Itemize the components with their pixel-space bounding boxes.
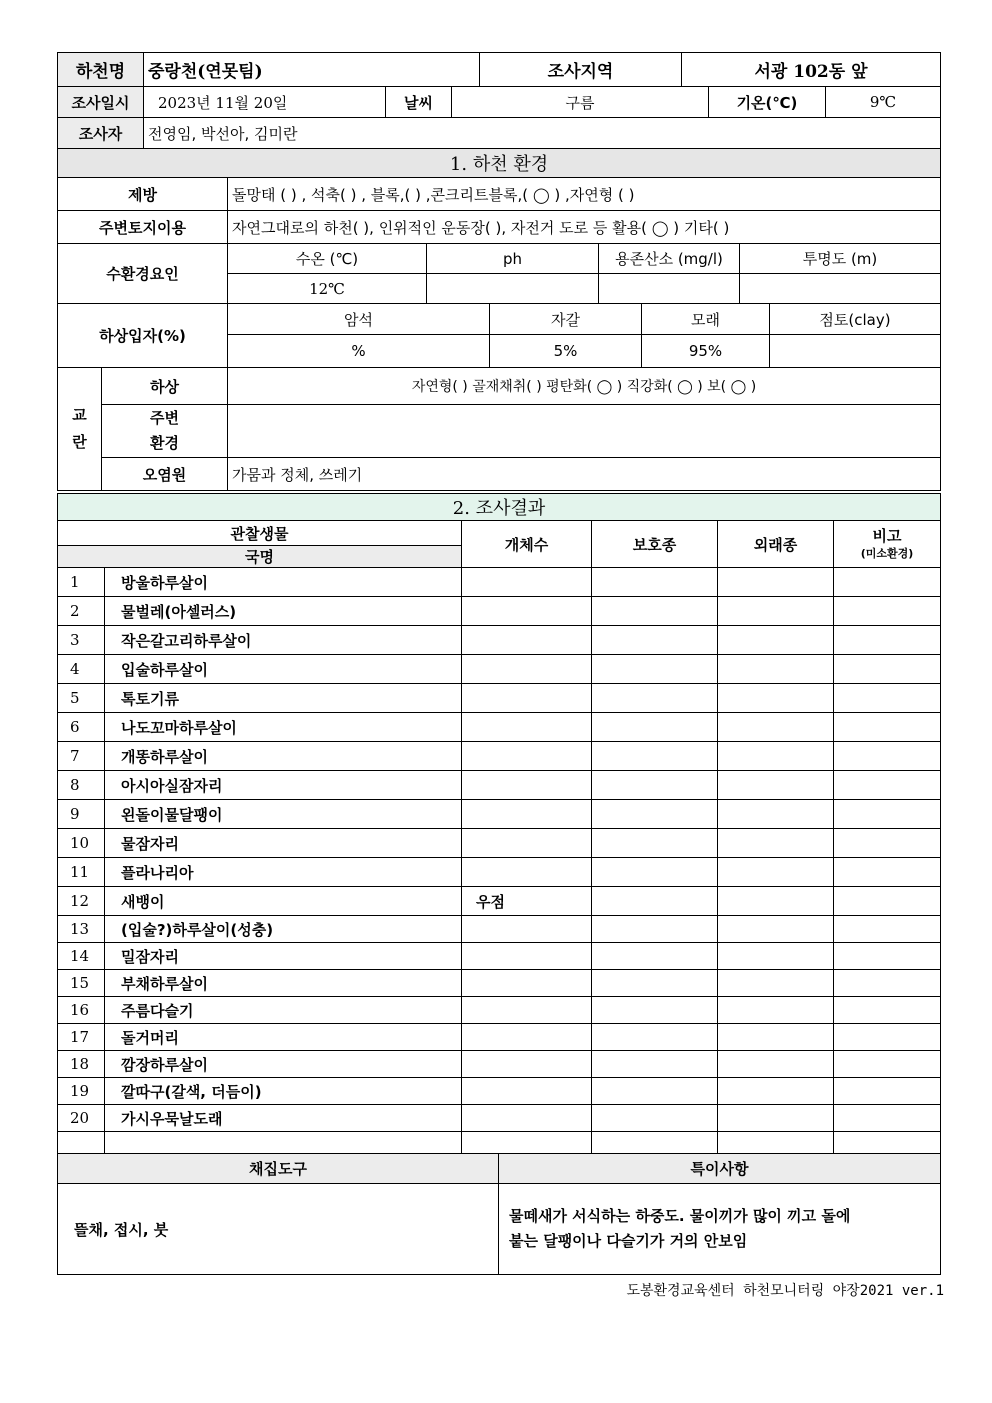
temp-value: 9℃ — [826, 87, 941, 118]
species-count — [462, 713, 592, 742]
species-count: 우점 — [462, 887, 592, 916]
bed-col-rock: 암석 — [228, 304, 490, 335]
species-name: 개똥하루살이 — [105, 742, 462, 771]
row-number: 8 — [58, 771, 105, 800]
row-number: 7 — [58, 742, 105, 771]
weather-value: 구름 — [452, 87, 709, 118]
water-val-clarity — [740, 274, 941, 304]
species-name: 왼돌이물달팽이 — [105, 800, 462, 829]
table-row — [58, 858, 941, 887]
bed-val-rock: % — [228, 335, 490, 368]
species-protected — [592, 1105, 718, 1132]
species-invasive — [718, 829, 834, 858]
species-count — [462, 858, 592, 887]
species-protected — [592, 771, 718, 800]
row-number: 2 — [58, 597, 105, 626]
species-name: 물벌레(아셀러스) — [105, 597, 462, 626]
row-number: 19 — [58, 1078, 105, 1105]
species-note — [834, 742, 941, 771]
section1-title: 1. 하천 환경 — [58, 149, 941, 178]
species-count — [462, 916, 592, 943]
species-protected — [592, 568, 718, 597]
water-col-ph: ph — [427, 244, 599, 274]
species-name: 새뱅이 — [105, 887, 462, 916]
species-count — [462, 655, 592, 684]
species-name: (입술?)하루살이(성충) — [105, 916, 462, 943]
col-korean: 국명 — [58, 546, 462, 568]
table-row — [58, 970, 941, 997]
water-label: 수환경요인 — [58, 244, 228, 304]
water-col-do: 용존산소 (mg/l) — [599, 244, 740, 274]
water-col-clarity: 투명도 (m) — [740, 244, 941, 274]
species-invasive — [718, 858, 834, 887]
table-row — [58, 771, 941, 800]
species-invasive — [718, 626, 834, 655]
col-protected: 보호종 — [592, 521, 718, 568]
river-label: 하천명 — [58, 53, 144, 87]
species-invasive — [718, 800, 834, 829]
date-label: 조사일시 — [58, 87, 144, 118]
surround-label-1: 주변 — [150, 408, 179, 427]
table-row — [58, 887, 941, 916]
species-invasive — [718, 655, 834, 684]
species-invasive — [718, 713, 834, 742]
bed-label: 하상입자(%) — [58, 304, 228, 368]
bed-col-gravel: 자갈 — [490, 304, 642, 335]
species-name: 가시우묵날도래 — [105, 1105, 462, 1132]
table-row — [58, 626, 941, 655]
river-value: 중랑천(연못팀) — [144, 53, 480, 87]
species-protected — [592, 597, 718, 626]
col-invasive: 외래종 — [718, 521, 834, 568]
landuse-value: 자연그대로의 하천( ), 인위적인 운동장( ), 자전거 도로 등 활용( ◯ ) 기타( ) — [228, 211, 941, 244]
tools-value: 뜰채, 접시, 붓 — [58, 1184, 499, 1275]
bed-disturb-value: 자연형( ) 골재채취( ) 평탄화( ◯ ) 직강화( ◯ ) 보( ◯ ) — [228, 368, 941, 405]
species-invasive — [718, 597, 834, 626]
species-invasive — [718, 742, 834, 771]
species-protected — [592, 970, 718, 997]
species-name: 부채하루살이 — [105, 970, 462, 997]
species-count — [462, 800, 592, 829]
water-col-temp: 수온 (℃) — [228, 244, 427, 274]
row-number: 11 — [58, 858, 105, 887]
bed-col-clay: 점토(clay) — [770, 304, 941, 335]
date-value: 2023년 11월 20일 — [144, 87, 386, 118]
species-count — [462, 684, 592, 713]
species-invasive — [718, 943, 834, 970]
species-protected — [592, 713, 718, 742]
species-note — [834, 626, 941, 655]
species-note — [834, 1078, 941, 1105]
species-name: 플라나리아 — [105, 858, 462, 887]
species-count — [462, 597, 592, 626]
table-row — [58, 597, 941, 626]
table-row — [58, 800, 941, 829]
species-name: 깜장하루살이 — [105, 1051, 462, 1078]
region-value: 서광 102동 앞 — [682, 53, 941, 87]
bed-val-sand: 95% — [642, 335, 770, 368]
species-note — [834, 858, 941, 887]
species-invasive — [718, 568, 834, 597]
embankment-value: 돌망태 ( ) , 석축( ) , 블록,( ) ,콘크리트블록,( ◯ ) ,자연형 ( ) — [228, 178, 941, 211]
row-number: 3 — [58, 626, 105, 655]
surround-value — [228, 405, 941, 458]
species-invasive — [718, 1051, 834, 1078]
species-name: 물잠자리 — [105, 829, 462, 858]
table-row — [58, 742, 941, 771]
surround-label — [102, 405, 228, 458]
species-name: 주름다슬기 — [105, 997, 462, 1024]
col-organism: 관찰생물 — [58, 521, 462, 546]
species-count — [462, 568, 592, 597]
species-protected — [592, 684, 718, 713]
notes-line-2: 붙는 달팽이나 다슬기가 거의 안보임 — [509, 1232, 748, 1250]
species-note — [834, 829, 941, 858]
temp-label: 기온(℃) — [709, 87, 826, 118]
species-invasive — [718, 916, 834, 943]
table-row — [58, 1105, 941, 1132]
table-row — [58, 1078, 941, 1105]
pollution-value: 가뭄과 정체, 쓰레기 — [228, 458, 941, 491]
species-invasive — [718, 1105, 834, 1132]
row-number: 9 — [58, 800, 105, 829]
species-protected — [592, 800, 718, 829]
bed-disturb-label: 하상 — [102, 368, 228, 405]
bed-val-clay — [770, 335, 941, 368]
pollution-label: 오염원 — [102, 458, 228, 491]
species-invasive — [718, 887, 834, 916]
species-count — [462, 771, 592, 800]
row-number: 14 — [58, 943, 105, 970]
section2-table — [57, 493, 941, 1158]
water-val-ph — [427, 274, 599, 304]
species-note — [834, 1051, 941, 1078]
species-note — [834, 713, 941, 742]
species-invasive — [718, 970, 834, 997]
col-note — [834, 521, 941, 568]
species-protected — [592, 1078, 718, 1105]
section1-table — [57, 148, 941, 491]
row-number: 5 — [58, 684, 105, 713]
species-name: 돌거머리 — [105, 1024, 462, 1051]
col-note-title: 비고 — [872, 527, 902, 546]
row-number: 10 — [58, 829, 105, 858]
species-count — [462, 997, 592, 1024]
species-protected — [592, 1051, 718, 1078]
species-count — [462, 626, 592, 655]
species-name: 입술하루살이 — [105, 655, 462, 684]
species-protected — [592, 997, 718, 1024]
species-protected — [592, 1024, 718, 1051]
species-count — [462, 829, 592, 858]
species-name: 아시아실잠자리 — [105, 771, 462, 800]
species-protected — [592, 916, 718, 943]
species-list — [58, 568, 941, 1158]
notes-label: 특이사항 — [499, 1154, 941, 1184]
species-note — [834, 943, 941, 970]
table-row — [58, 997, 941, 1024]
surveyor-label: 조사자 — [58, 118, 144, 149]
row-number: 16 — [58, 997, 105, 1024]
species-count — [462, 742, 592, 771]
table-row — [58, 684, 941, 713]
row-number: 17 — [58, 1024, 105, 1051]
species-count — [462, 970, 592, 997]
row-number: 1 — [58, 568, 105, 597]
tools-label: 채집도구 — [58, 1154, 499, 1184]
species-invasive — [718, 684, 834, 713]
disturb-label: 교란 — [58, 368, 102, 491]
species-invasive — [718, 771, 834, 800]
species-name: 방울하루살이 — [105, 568, 462, 597]
col-count: 개체수 — [462, 521, 592, 568]
table-row — [58, 1024, 941, 1051]
table-row — [58, 943, 941, 970]
species-note — [834, 655, 941, 684]
bed-col-sand: 모래 — [642, 304, 770, 335]
species-protected — [592, 655, 718, 684]
notes-value — [499, 1184, 941, 1275]
table-row — [58, 916, 941, 943]
table-row — [58, 568, 941, 597]
row-number: 15 — [58, 970, 105, 997]
species-invasive — [718, 1078, 834, 1105]
species-note — [834, 997, 941, 1024]
footer-text: 도봉환경교육센터 하천모니터링 야장2021 ver.1 — [626, 1283, 944, 1299]
tools-table — [57, 1153, 941, 1275]
species-count — [462, 1105, 592, 1132]
col-note-sub: (미소환경) — [860, 546, 914, 560]
species-name: 나도꼬마하루살이 — [105, 713, 462, 742]
species-name: 밀잠자리 — [105, 943, 462, 970]
section2-title: 2. 조사결과 — [58, 494, 941, 521]
species-note — [834, 1105, 941, 1132]
species-count — [462, 1024, 592, 1051]
row-number: 18 — [58, 1051, 105, 1078]
water-val-temp: 12℃ — [228, 274, 427, 304]
surround-label-2: 환경 — [150, 434, 179, 452]
species-invasive — [718, 997, 834, 1024]
species-count — [462, 943, 592, 970]
species-name: 깔따구(갈색, 더듬이) — [105, 1078, 462, 1105]
species-note — [834, 800, 941, 829]
species-note — [834, 887, 941, 916]
species-invasive — [718, 1024, 834, 1051]
species-protected — [592, 626, 718, 655]
row-number: 6 — [58, 713, 105, 742]
species-note — [834, 1024, 941, 1051]
surveyor-value: 전영임, 박선아, 김미란 — [144, 118, 941, 149]
species-note — [834, 568, 941, 597]
landuse-label: 주변토지이용 — [58, 211, 228, 244]
species-name: 작은갈고리하루살이 — [105, 626, 462, 655]
embankment-label: 제방 — [58, 178, 228, 211]
table-row — [58, 655, 941, 684]
weather-label: 날씨 — [386, 87, 452, 118]
row-number: 13 — [58, 916, 105, 943]
species-count — [462, 1051, 592, 1078]
species-note — [834, 597, 941, 626]
region-label: 조사지역 — [480, 53, 682, 87]
table-row — [58, 829, 941, 858]
row-number: 20 — [58, 1105, 105, 1132]
table-row — [58, 713, 941, 742]
species-protected — [592, 887, 718, 916]
header-table-2 — [57, 86, 941, 118]
water-val-do — [599, 274, 740, 304]
species-protected — [592, 829, 718, 858]
species-name: 톡토기류 — [105, 684, 462, 713]
species-note — [834, 916, 941, 943]
species-protected — [592, 858, 718, 887]
header-table-3 — [57, 117, 941, 149]
notes-line-1: 물떼새가 서식하는 하중도. 물이끼가 많이 끼고 돌에 — [509, 1206, 851, 1225]
row-number: 12 — [58, 887, 105, 916]
table-row — [58, 1051, 941, 1078]
species-protected — [592, 742, 718, 771]
species-note — [834, 684, 941, 713]
species-count — [462, 1078, 592, 1105]
header-table — [57, 52, 941, 87]
bed-val-gravel: 5% — [490, 335, 642, 368]
row-number: 4 — [58, 655, 105, 684]
species-note — [834, 970, 941, 997]
species-note — [834, 771, 941, 800]
species-protected — [592, 943, 718, 970]
